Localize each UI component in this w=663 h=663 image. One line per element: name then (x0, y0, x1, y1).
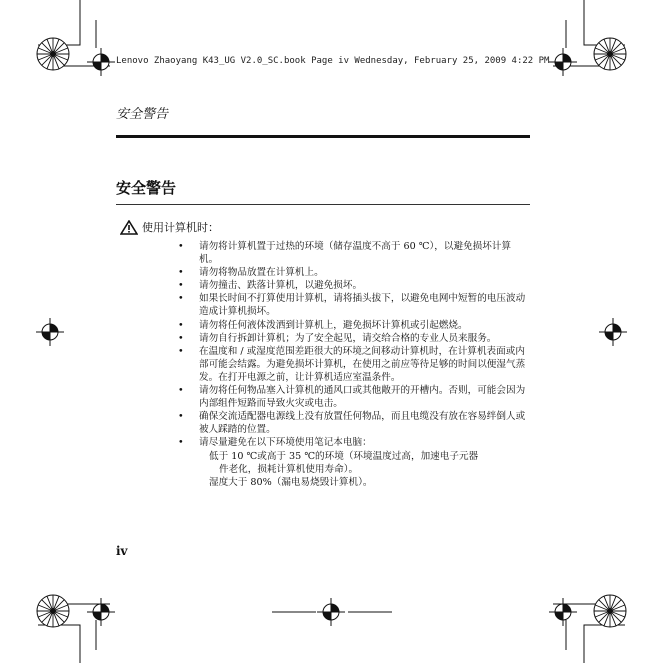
heading-rule (116, 204, 530, 205)
crosshair-mark-bottom-right (549, 598, 577, 626)
warning-line (120, 219, 219, 235)
crosshair-mark-bottom-left (87, 598, 115, 626)
crosshair-mark-top-right (549, 48, 577, 76)
page-number: iv (116, 544, 128, 558)
temperature-line: 低于 10 ℃或高于 35 ℃的环境（环境温度过高，加速电子元器 (209, 450, 479, 462)
temperature-line-cont: 件老化，损耗计算机使用寿命）。 (219, 463, 359, 475)
starburst-mark-top-left (36, 37, 70, 71)
starburst-mark-bottom-right (593, 594, 627, 628)
list-item: • 在温度和 / 或湿度范围差距很大的环境之间移动计算机时，在计算机表面或内部可能会结露。为避免损坏计算机，在使用之前应等待足够的时间以便湿气蒸发。在打开电源之前，让计算机适应室温条件。 (178, 345, 530, 384)
humidity-line: 湿度大于 80%（漏电易烧毁计算机）。 (209, 476, 373, 488)
crop-line-bottom-center (272, 600, 392, 650)
list-item: • 请勿撞击、跌落计算机，以避免损坏。 (178, 279, 530, 292)
list-item: • 如果长时间不打算使用计算机，请将插头拔下，以避免电网中短暂的电压波动造成计算机损坏。 (178, 292, 530, 318)
environment-intro: • 请尽量避免在以下环境使用笔记本电脑： (199, 437, 372, 449)
list-item-environment (178, 436, 530, 488)
running-section-title: 安全警告 (116, 107, 169, 122)
warning-label: 使用计算机时： (142, 221, 219, 234)
crosshair-mark-top-left (87, 48, 115, 76)
crosshair-mark-mid-left (36, 318, 64, 346)
list-item: • 请勿将物品放置在计算机上。 (178, 266, 530, 279)
page-heading: 安全警告 (116, 179, 177, 197)
warning-triangle-icon (120, 220, 138, 235)
list-item: • 请勿将计算机置于过热的环境（储存温度不高于 60 ℃），以避免损坏计算机。 (178, 240, 530, 266)
crosshair-mark-mid-right (599, 318, 627, 346)
list-item: • 请勿将任何物品塞入计算机的通风口或其他敞开的开槽内。否则，可能会因为内部组件短路而导致火灾或电击。 (178, 384, 530, 410)
starburst-mark-top-right (593, 37, 627, 71)
list-item: • 确保交流适配器电源线上没有放置任何物品，而且电缆没有放在容易绊倒人或被人踩踏的位置。 (178, 410, 530, 436)
book-header-line: Lenovo Zhaoyang K43_UG V2.0_SC.book Page iv Wednesday, February 25, 2009 4:22 PM (116, 56, 550, 66)
starburst-mark-bottom-left (36, 594, 70, 628)
list-item: • 请勿将任何液体泼洒到计算机上，避免损坏计算机或引起燃烧。 (178, 319, 530, 332)
safety-bullet-list (178, 240, 530, 489)
list-item: • 请勿自行拆卸计算机；为了安全起见，请交给合格的专业人员来服务。 (178, 332, 530, 345)
header-rule (116, 135, 530, 138)
